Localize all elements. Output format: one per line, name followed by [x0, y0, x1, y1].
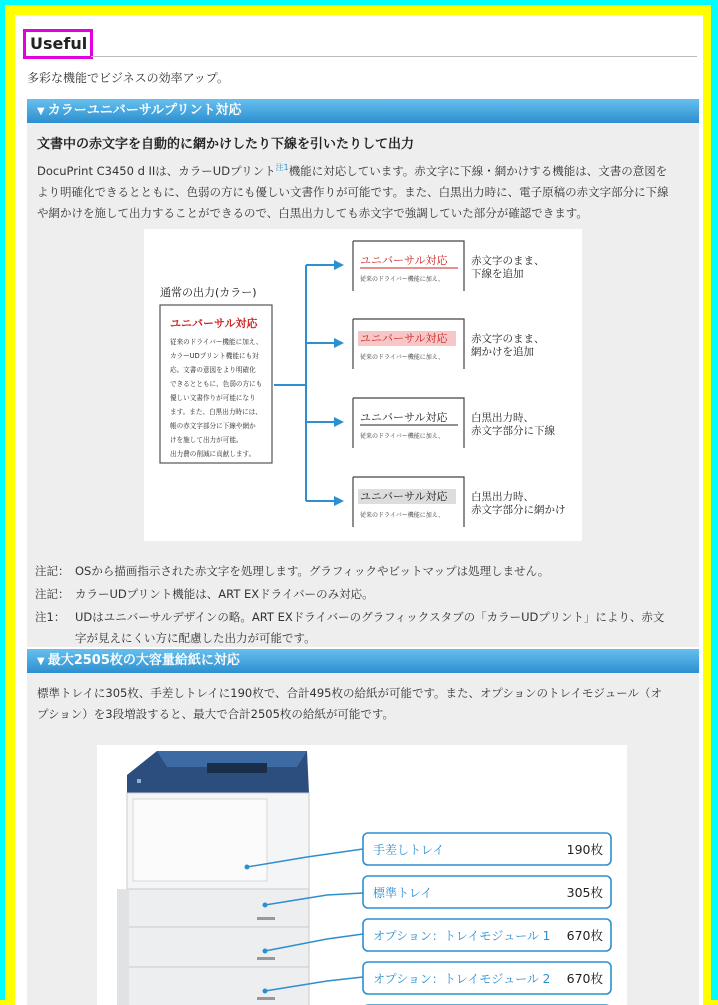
- para-text: 機能に対応しています。赤文字に下線・網かけする機能は、文書の意図を: [288, 163, 668, 178]
- section-header-label: 最大2505枚の大容量給紙に対応: [47, 653, 240, 668]
- tray-name: オプション：トレイモジュール 2: [373, 972, 551, 986]
- output-desc: 白黒出力時、: [471, 491, 534, 503]
- note-text: カラーUDプリント機能は、ART EXドライバーのみ対応。: [75, 587, 374, 601]
- printer-illustration: [117, 751, 309, 1005]
- box-title: ユニバーサル対応: [360, 332, 448, 345]
- flow-arrows: [274, 265, 336, 501]
- tray-item: [363, 962, 611, 994]
- source-doc-line: 優しい文書作りが可能になり: [170, 394, 256, 402]
- inner-frame: [5, 5, 711, 1000]
- source-doc-title: ユニバーサル対応: [170, 317, 258, 330]
- note-text: 字が見えにくい方に配慮した出力が可能です。: [75, 631, 316, 645]
- section-title: Useful: [23, 29, 93, 59]
- note-3: [35, 607, 664, 649]
- tray-count: 190枚: [566, 842, 603, 857]
- printer-figure: [97, 745, 627, 1005]
- section-header-label: カラーユニバーサルプリント対応: [47, 103, 242, 118]
- para-text: プション）を3段増設すると、最大で合計2505枚の給紙が可能です。: [37, 707, 394, 721]
- page: [15, 15, 703, 1005]
- title-divider: [91, 56, 697, 57]
- output-desc: 赤文字部分に下線: [471, 425, 555, 437]
- note-ref-link[interactable]: 注1: [275, 163, 289, 172]
- arrow-heads: [334, 260, 344, 506]
- tray-count: 305枚: [566, 885, 603, 900]
- subheading: 文書中の赤文字を自動的に網かけしたり下線を引いたりして出力: [37, 137, 415, 152]
- para-text: や網かけを施して出力することができるので、白黒出力しても赤文字で強調していた部分が確認できます。: [37, 205, 588, 220]
- source-doc-line: 帳の赤文字部分に下線や網か: [170, 422, 256, 430]
- source-doc-line: 従来のドライバー機能に加え、: [170, 338, 263, 346]
- note-1: [35, 561, 549, 582]
- paper-capacity-section: [27, 649, 699, 1005]
- source-doc-line: カラーUDプリント機能にも対: [170, 352, 259, 360]
- note-2: [35, 584, 374, 605]
- output-underline-color: [353, 241, 545, 291]
- output-desc: 網かけを追加: [471, 346, 534, 358]
- output-highlight-color: [353, 319, 545, 369]
- note-key: 注記：: [35, 564, 70, 578]
- source-doc-line: けを施して出力が可能。: [170, 436, 243, 444]
- para-text: より明確化できるとともに、色弱の方にも優しい文書作りが可能です。また、白黒出力時に、電子原稿の赤文字部分に下線: [37, 184, 669, 199]
- box-title: ユニバーサル対応: [360, 411, 448, 424]
- capacity-paragraph: [37, 683, 689, 725]
- color-ud-diagram: [144, 229, 582, 541]
- tray-list: [363, 833, 611, 1005]
- triangle-down-icon: ▼: [37, 656, 45, 667]
- box-title: ユニバーサル対応: [360, 490, 448, 503]
- color-ud-figure: [144, 229, 582, 541]
- output-desc: 赤文字のまま、: [471, 255, 545, 267]
- para-text: 標準トレイに305枚、手差しトレイに190枚で、合計495枚の給紙が可能です。また、オプションのトレイモジュール（オ: [37, 686, 662, 700]
- output-desc: 下線を追加: [471, 268, 524, 280]
- printer-diagram: [97, 745, 627, 1005]
- triangle-down-icon: ▼: [37, 106, 45, 117]
- tray-item: [363, 833, 611, 865]
- source-label: 通常の出力(カラー): [160, 286, 257, 299]
- box-title: ユニバーサル対応: [360, 254, 448, 267]
- tray-item: [363, 919, 611, 951]
- section-header-color-ud[interactable]: [27, 99, 699, 123]
- output-shade-mono: [353, 477, 566, 527]
- tray-count: 670枚: [566, 928, 603, 943]
- source-doc-line: 応。文書の意図をより明確化: [170, 366, 256, 374]
- tray-name: 標準トレイ: [373, 886, 433, 900]
- section-header-paper[interactable]: [27, 649, 699, 673]
- note-text: OSから描画指示された赤文字を処理します。グラフィックやビットマップは処理しません。: [75, 564, 550, 578]
- note-key: 注1：: [35, 610, 66, 624]
- output-desc: 赤文字のまま、: [471, 333, 545, 345]
- color-universal-section: [27, 99, 699, 647]
- source-doc-line: ます。また、白黒出力時には、: [170, 408, 262, 416]
- source-doc-line: できるとともに、色弱の方にも: [170, 380, 263, 388]
- tray-item: [363, 876, 611, 908]
- para-text: DocuPrint C3450 d IIは、カラーUDプリント: [37, 163, 276, 178]
- tray-count: 670枚: [566, 971, 603, 986]
- description-paragraph: [37, 157, 689, 224]
- source-doc-line: 出力費の削減に貢献します。: [170, 450, 256, 458]
- output-underline-mono: [353, 398, 555, 448]
- output-desc: 赤文字部分に網かけ: [471, 504, 566, 516]
- output-desc: 白黒出力時、: [471, 412, 534, 424]
- box-sub: 従来のドライバー機能に加え、: [360, 276, 445, 283]
- tray-name: オプション：トレイモジュール 1: [373, 929, 551, 943]
- box-sub: 従来のドライバー機能に加え、: [360, 433, 445, 440]
- intro-text: 多彩な機能でビジネスの効率アップ。: [27, 71, 229, 85]
- box-sub: 従来のドライバー機能に加え、: [360, 512, 445, 519]
- note-key: 注記：: [35, 587, 70, 601]
- box-sub: 従来のドライバー機能に加え、: [360, 354, 445, 361]
- tray-name: 手差しトレイ: [373, 843, 445, 857]
- note-text: UDはユニバーサルデザインの略。ART EXドライバーのグラフィックスタブの「カラーUDプリント」により、赤文: [75, 610, 665, 624]
